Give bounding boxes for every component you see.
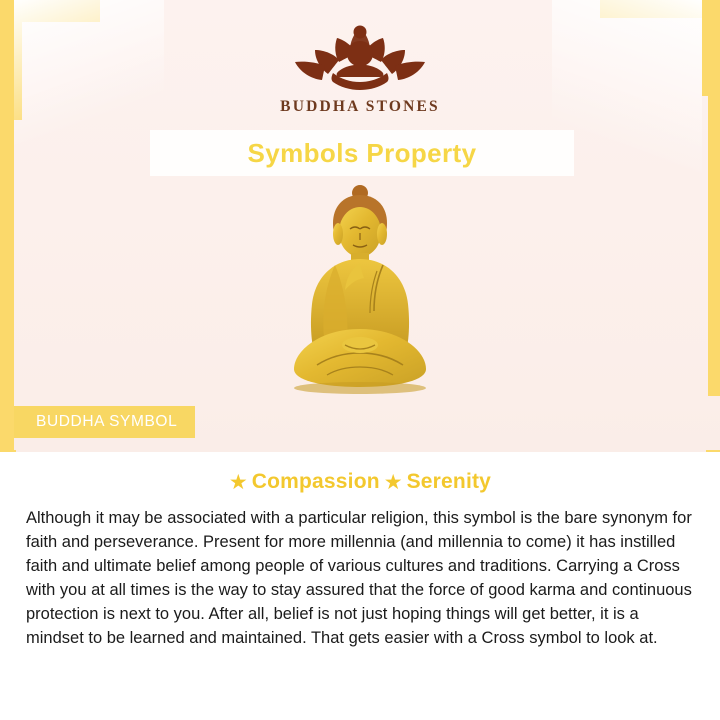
star-icon: ★ (228, 470, 248, 494)
brand-name: BUDDHA STONES (280, 98, 440, 115)
keyword-compassion: Compassion (251, 470, 380, 493)
page-title-bar (150, 130, 574, 176)
content-panel (0, 452, 720, 720)
keyword-serenity: Serenity (406, 470, 492, 493)
seated-buddha-illustration (265, 179, 455, 404)
lotus-meditation-icon (285, 18, 435, 92)
status-badge (14, 406, 195, 438)
star-icon: ★ (383, 470, 403, 494)
brand-logo (0, 18, 720, 116)
hero-image (0, 176, 720, 406)
symbol-tag-label: BUDDHA SYMBOL (36, 413, 178, 430)
page-title: Symbols Property (247, 137, 477, 168)
description-paragraph: Although it may be associated with a particular religion, this symbol is the bare synonym for faith and perseverance. Present for more millennia (and millennia to come) it has instilled faith and ultimate belief among people of various cultures and traditions. Carrying a Cross with you at all times is the way to stay assured that the force of good karma and continuous protection is next to you. After all, belief is not just hoping things will get better, it is a mindset to be learned and maintained. That gets easier with a Cross symbol to look at. (26, 509, 692, 647)
keyword-row (26, 470, 694, 494)
